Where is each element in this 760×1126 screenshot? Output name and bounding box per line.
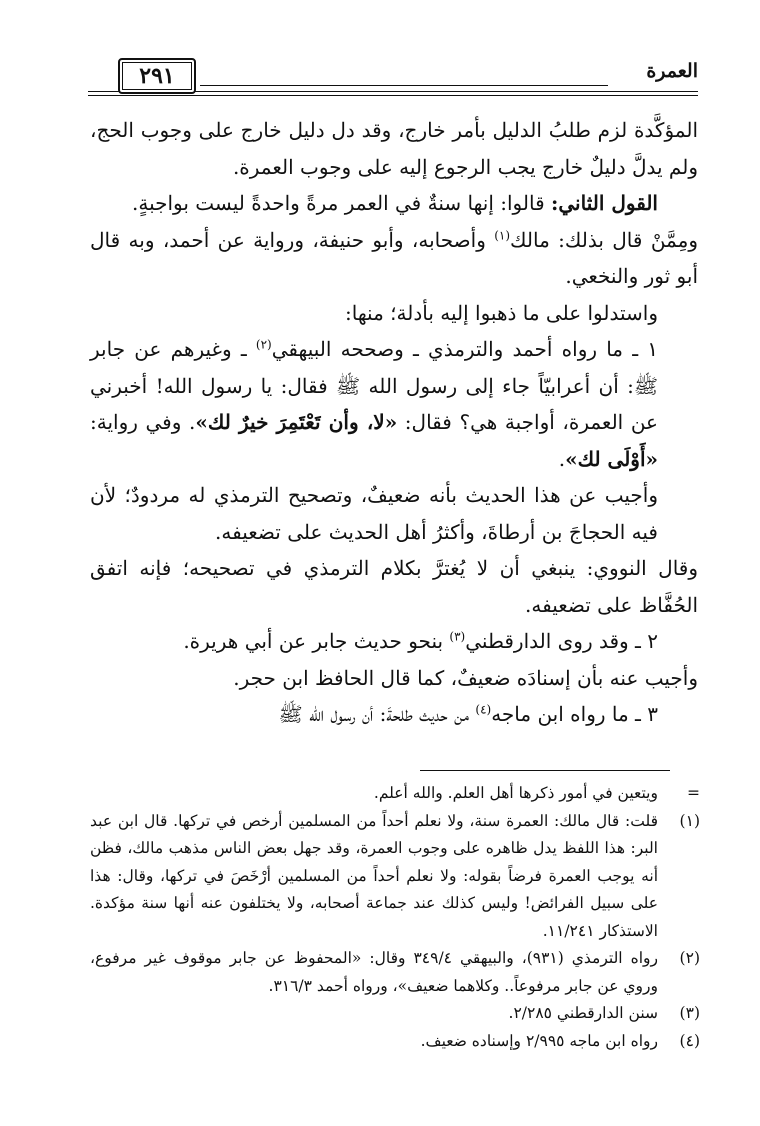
paragraph [90, 550, 698, 623]
footnote-mark: (٢) [679, 949, 700, 967]
paragraph [90, 331, 698, 477]
paragraph [90, 477, 698, 550]
chapter-title: العمرة [646, 60, 698, 82]
paragraph-text: وأصحابه، وأبو حنيفة، ورواية عن أحمد، وبه قال أبو ثور والنخعي. [90, 227, 698, 288]
footnote [90, 945, 700, 1000]
paragraph [90, 222, 698, 295]
page-header [88, 58, 698, 98]
paragraph-text: وأجيب عنه بأن إسنادَه ضعيفٌ، كما قال الحافظ ابن حجر. [233, 665, 698, 690]
footnote-mark: = [687, 784, 700, 802]
section-label: القول الثاني: [551, 191, 658, 215]
footnotes [90, 780, 700, 1055]
paragraph [90, 623, 698, 660]
page-number: ٢٩١ [139, 63, 175, 89]
paragraph [90, 660, 698, 697]
paragraph-text: ومِمَّنْ قال بذلك: مالك [510, 227, 698, 252]
footnote [90, 808, 700, 946]
paragraph-text: قالوا: إنها سنةٌ في العمر مرةً واحدةً ليست بواجبةٍ. [132, 191, 551, 215]
footnote-text: سنن الدارقطني ٢/٢٨٥. [508, 1004, 658, 1022]
paragraph [90, 696, 698, 733]
page-number-frame [118, 58, 196, 94]
footnote-text: ويتعين في أمور ذكرها أهل العلم. والله أعلم. [373, 784, 658, 802]
footnote-ref: (٣) [449, 629, 466, 644]
paragraph-text: وأجيب عن هذا الحديث بأنه ضعيفٌ، وتصحيح الترمذي له مردودٌ؛ لأن فيه الحجاجَ بن أرطاةَ، وأكثرُ أهل الحديث على تضعيفه. [90, 483, 658, 544]
header-rule [200, 85, 608, 86]
footnote-text: رواه ابن ماجه ٢/٩٩٥ وإسناده ضعيف. [420, 1031, 658, 1050]
paragraph-text: . وفي رواية: [90, 410, 196, 434]
hadith-quote: «أَوْلَى لك» [565, 446, 658, 471]
footnote [90, 1000, 700, 1028]
footnote-text: قلت: قال مالك: العمرة سنة، ولا نعلم أحداً من المسلمين أرخص في تركها. قال ابن عبد البر: هذا اللفظ يدل ظاهره على وجوب العمرة، وقد جهل بعض الناس مذهب مالك، فظن أنه يوجب العمرة فرضاً بقوله: ولا نعلم أحداً من المسلمين أرْخَصَ في تركها، وقال: هذا على سبيل الفرائض! وليس كذلك عند جماعة أصحابه، ولا يختلفون عنه أنها سنة مؤكدة. الاستذكار ١١/٢٤١. [90, 811, 658, 940]
footnote [90, 1028, 700, 1056]
footnote-ref: (٢) [255, 337, 272, 352]
footnote-ref: (٤) [475, 702, 492, 717]
paragraph-text: المؤكَّدة لزم طلبُ الدليل بأمر خارج، وقد دل دليل خارج على وجوب الحج، ولم يدلَّ دليلٌ خارج يجب الرجوع إليه على وجوب العمرة. [90, 118, 698, 179]
paragraph-text: وقال النووي: ينبغي أن لا يُغترَّ بكلام الترمذي في تصحيحه؛ فإنه اتفق الحُفَّاظ على تضعيفه. [90, 556, 698, 617]
main-text [90, 112, 698, 733]
paragraph-text: بنحو حديث جابر عن أبي هريرة. [183, 629, 450, 653]
footnote-text: رواه الترمذي (٩٣١)، والبيهقي ٣٤٩/٤ وقال: «المحفوظ عن جابر موقوف غير مرفوع، وروي عن جابر مرفوعاً.. وكلاهما ضعيف»، ورواه أحمد ٣١٦/٣. [90, 949, 658, 995]
footnote-mark: (١) [679, 811, 700, 830]
footnote-separator [420, 770, 670, 771]
paragraph-text: ١ ـ ما رواه أحمد والترمذي ـ وصححه البيهقي [271, 337, 658, 361]
footnote-mark: (٤) [679, 1031, 700, 1050]
footnote-mark: (٣) [679, 1004, 700, 1022]
paragraph-text: واستدلوا على ما ذهبوا إليه بأدلة؛ منها: [345, 300, 658, 325]
paragraph [90, 112, 698, 185]
paragraph-text: ـ وغيرهم عن جابر ﷺ: أن أعرابيّاً جاء إلى رسول الله ﷺ فقال: يا رسول الله! أخبرني عن العمرة، أواجبة هي؟ فقال: [90, 337, 658, 434]
paragraph-text: . [558, 446, 566, 471]
paragraph-text: ٣ ـ ما رواه ابن ماجه [491, 702, 658, 726]
footnote-ref: (١) [494, 227, 511, 242]
paragraph-text: ٢ ـ وقد روى الدارقطني [465, 629, 658, 653]
hadith-quote: «لا، وأن تَعْتَمِرَ خيرٌ لك» [195, 410, 398, 434]
paragraph [90, 295, 698, 332]
paragraph [90, 185, 698, 222]
paragraph-text: من حديث طلحةَ: أن رسول الله ﷺ [278, 702, 476, 726]
header-rule-bottom-thin [88, 95, 698, 96]
footnote [90, 780, 700, 808]
